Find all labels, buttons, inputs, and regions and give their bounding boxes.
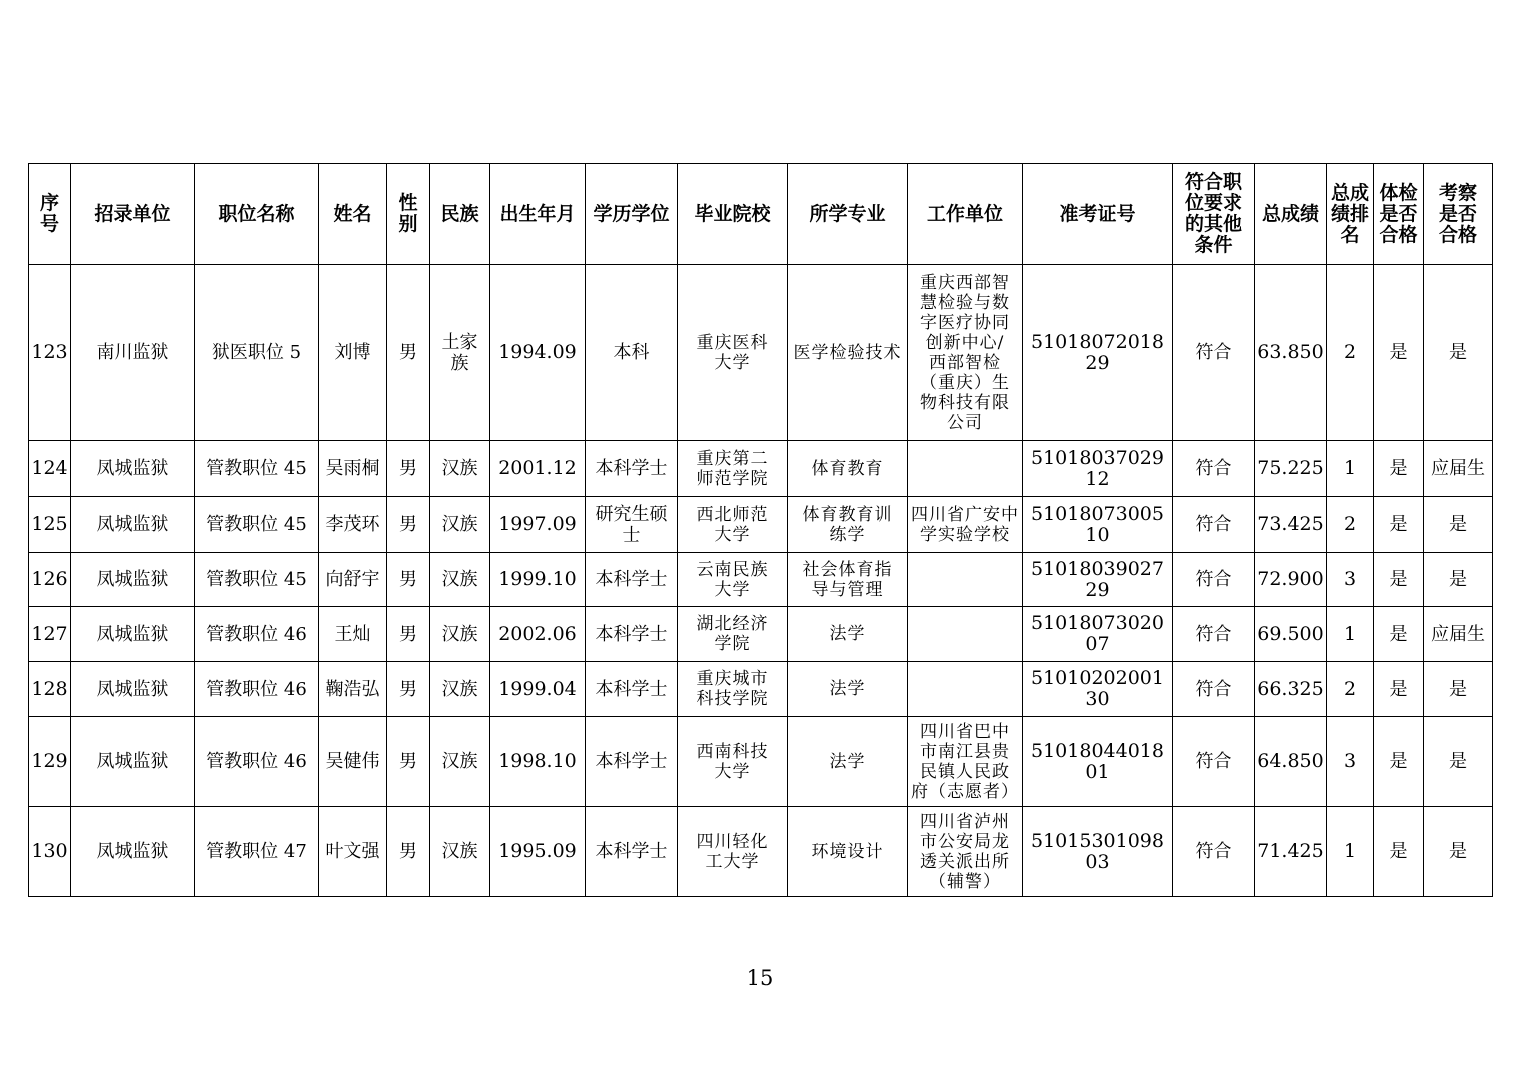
header-rank: 总成 绩排 名 xyxy=(1327,164,1374,265)
cell-birth: 1997.09 xyxy=(490,497,586,553)
cell-major: 法学 xyxy=(788,607,908,662)
table-row xyxy=(29,553,1493,607)
cell-inspection: 是 xyxy=(1424,807,1493,897)
cell-conditions: 符合 xyxy=(1173,662,1255,717)
cell-rank: 1 xyxy=(1327,607,1374,662)
cell-ethnicity: 汉族 xyxy=(430,807,490,897)
cell-unit: 凤城监狱 xyxy=(71,607,195,662)
table-row xyxy=(29,717,1493,807)
cell-birth: 1999.10 xyxy=(490,553,586,607)
cell-position: 管教职位 47 xyxy=(195,807,319,897)
cell-major: 体育教育训 练学 xyxy=(788,497,908,553)
cell-physical: 是 xyxy=(1374,441,1424,497)
cell-seq: 126 xyxy=(29,553,71,607)
cell-inspection: 是 xyxy=(1424,717,1493,807)
header-physical: 体检 是否 合格 xyxy=(1374,164,1424,265)
cell-major: 环境设计 xyxy=(788,807,908,897)
cell-score: 66.325 xyxy=(1255,662,1327,717)
cell-major: 医学检验技术 xyxy=(788,265,908,441)
cell-conditions: 符合 xyxy=(1173,553,1255,607)
header-seq: 序 号 xyxy=(29,164,71,265)
cell-education: 本科学士 xyxy=(586,717,678,807)
cell-rank: 3 xyxy=(1327,553,1374,607)
cell-rank: 2 xyxy=(1327,662,1374,717)
table-body xyxy=(29,265,1493,897)
cell-name: 吴雨桐 xyxy=(319,441,387,497)
header-name: 姓名 xyxy=(319,164,387,265)
cell-conditions: 符合 xyxy=(1173,607,1255,662)
cell-school: 重庆城市 科技学院 xyxy=(678,662,788,717)
cell-inspection: 是 xyxy=(1424,553,1493,607)
cell-ethnicity: 汉族 xyxy=(430,717,490,807)
cell-physical: 是 xyxy=(1374,662,1424,717)
cell-seq: 130 xyxy=(29,807,71,897)
cell-name: 叶文强 xyxy=(319,807,387,897)
cell-score: 69.500 xyxy=(1255,607,1327,662)
cell-education: 本科学士 xyxy=(586,607,678,662)
table-row xyxy=(29,807,1493,897)
cell-position: 管教职位 46 xyxy=(195,662,319,717)
cell-position: 管教职位 45 xyxy=(195,441,319,497)
header-ethnicity: 民族 xyxy=(430,164,490,265)
cell-seq: 124 xyxy=(29,441,71,497)
cell-physical: 是 xyxy=(1374,497,1424,553)
cell-inspection: 应届生 xyxy=(1424,607,1493,662)
cell-school: 重庆医科 大学 xyxy=(678,265,788,441)
cell-physical: 是 xyxy=(1374,807,1424,897)
cell-inspection: 是 xyxy=(1424,265,1493,441)
cell-exam-no: 5101020200130 xyxy=(1023,662,1173,717)
cell-school: 湖北经济 学院 xyxy=(678,607,788,662)
cell-major: 法学 xyxy=(788,717,908,807)
cell-score: 73.425 xyxy=(1255,497,1327,553)
cell-seq: 123 xyxy=(29,265,71,441)
cell-education: 本科学士 xyxy=(586,441,678,497)
cell-inspection: 是 xyxy=(1424,662,1493,717)
cell-unit: 凤城监狱 xyxy=(71,441,195,497)
cell-position: 管教职位 45 xyxy=(195,497,319,553)
cell-position: 管教职位 46 xyxy=(195,607,319,662)
table-row xyxy=(29,441,1493,497)
cell-education: 本科学士 xyxy=(586,662,678,717)
header-workplace: 工作单位 xyxy=(908,164,1023,265)
cell-exam-no: 5101807300510 xyxy=(1023,497,1173,553)
cell-seq: 129 xyxy=(29,717,71,807)
cell-gender: 男 xyxy=(387,441,430,497)
header-row xyxy=(29,164,1493,265)
cell-ethnicity: 汉族 xyxy=(430,662,490,717)
cell-physical: 是 xyxy=(1374,265,1424,441)
cell-rank: 2 xyxy=(1327,497,1374,553)
cell-exam-no: 5101803702912 xyxy=(1023,441,1173,497)
cell-school: 重庆第二 师范学院 xyxy=(678,441,788,497)
cell-workplace xyxy=(908,553,1023,607)
table-row xyxy=(29,497,1493,553)
cell-workplace: 重庆西部智 慧检验与数 字医疗协同 创新中心/ 西部智检 （重庆）生 物科技有限 公司 xyxy=(908,265,1023,441)
cell-education: 研究生硕士 xyxy=(586,497,678,553)
header-score: 总成绩 xyxy=(1255,164,1327,265)
cell-conditions: 符合 xyxy=(1173,807,1255,897)
cell-birth: 2001.12 xyxy=(490,441,586,497)
cell-physical: 是 xyxy=(1374,717,1424,807)
cell-name: 刘博 xyxy=(319,265,387,441)
cell-unit: 凤城监狱 xyxy=(71,717,195,807)
cell-school: 云南民族 大学 xyxy=(678,553,788,607)
cell-birth: 1994.09 xyxy=(490,265,586,441)
cell-inspection: 应届生 xyxy=(1424,441,1493,497)
cell-seq: 127 xyxy=(29,607,71,662)
header-education: 学历学位 xyxy=(586,164,678,265)
cell-rank: 3 xyxy=(1327,717,1374,807)
cell-birth: 1998.10 xyxy=(490,717,586,807)
cell-position: 管教职位 45 xyxy=(195,553,319,607)
cell-name: 向舒宇 xyxy=(319,553,387,607)
cell-gender: 男 xyxy=(387,807,430,897)
header-birth: 出生年月 xyxy=(490,164,586,265)
cell-workplace: 四川省泸州 市公安局龙 透关派出所 （辅警） xyxy=(908,807,1023,897)
cell-score: 63.850 xyxy=(1255,265,1327,441)
cell-ethnicity: 汉族 xyxy=(430,607,490,662)
cell-seq: 125 xyxy=(29,497,71,553)
cell-education: 本科学士 xyxy=(586,807,678,897)
cell-education: 本科 xyxy=(586,265,678,441)
cell-ethnicity: 汉族 xyxy=(430,553,490,607)
cell-name: 鞠浩弘 xyxy=(319,662,387,717)
cell-seq: 128 xyxy=(29,662,71,717)
cell-birth: 1995.09 xyxy=(490,807,586,897)
cell-gender: 男 xyxy=(387,717,430,807)
table-row xyxy=(29,265,1493,441)
cell-major: 体育教育 xyxy=(788,441,908,497)
cell-exam-no: 5101807201829 xyxy=(1023,265,1173,441)
cell-name: 吴健伟 xyxy=(319,717,387,807)
cell-workplace: 四川省广安中 学实验学校 xyxy=(908,497,1023,553)
cell-workplace xyxy=(908,662,1023,717)
header-school: 毕业院校 xyxy=(678,164,788,265)
cell-workplace: 四川省巴中 市南江县贵 民镇人民政 府（志愿者） xyxy=(908,717,1023,807)
header-position: 职位名称 xyxy=(195,164,319,265)
cell-gender: 男 xyxy=(387,662,430,717)
cell-conditions: 符合 xyxy=(1173,265,1255,441)
page-number: 15 xyxy=(746,966,774,990)
cell-gender: 男 xyxy=(387,607,430,662)
cell-birth: 2002.06 xyxy=(490,607,586,662)
cell-conditions: 符合 xyxy=(1173,717,1255,807)
cell-school: 四川轻化 工大学 xyxy=(678,807,788,897)
cell-unit: 凤城监狱 xyxy=(71,662,195,717)
cell-rank: 1 xyxy=(1327,441,1374,497)
cell-score: 71.425 xyxy=(1255,807,1327,897)
header-unit: 招录单位 xyxy=(71,164,195,265)
cell-education: 本科学士 xyxy=(586,553,678,607)
header-gender: 性 别 xyxy=(387,164,430,265)
cell-school: 西北师范 大学 xyxy=(678,497,788,553)
cell-inspection: 是 xyxy=(1424,497,1493,553)
cell-score: 75.225 xyxy=(1255,441,1327,497)
cell-name: 李茂环 xyxy=(319,497,387,553)
header-exam-no: 准考证号 xyxy=(1023,164,1173,265)
cell-position: 狱医职位 5 xyxy=(195,265,319,441)
cell-school: 西南科技 大学 xyxy=(678,717,788,807)
cell-exam-no: 5101807302007 xyxy=(1023,607,1173,662)
cell-workplace xyxy=(908,607,1023,662)
header-inspection: 考察 是否 合格 xyxy=(1424,164,1493,265)
cell-ethnicity: 汉族 xyxy=(430,497,490,553)
cell-score: 72.900 xyxy=(1255,553,1327,607)
header-major: 所学专业 xyxy=(788,164,908,265)
cell-exam-no: 5101803902729 xyxy=(1023,553,1173,607)
cell-ethnicity: 汉族 xyxy=(430,441,490,497)
cell-unit: 凤城监狱 xyxy=(71,497,195,553)
cell-score: 64.850 xyxy=(1255,717,1327,807)
cell-unit: 南川监狱 xyxy=(71,265,195,441)
cell-major: 法学 xyxy=(788,662,908,717)
cell-gender: 男 xyxy=(387,553,430,607)
cell-major: 社会体育指 导与管理 xyxy=(788,553,908,607)
cell-physical: 是 xyxy=(1374,553,1424,607)
candidate-table xyxy=(28,163,1493,897)
cell-conditions: 符合 xyxy=(1173,441,1255,497)
table-row xyxy=(29,662,1493,717)
cell-physical: 是 xyxy=(1374,607,1424,662)
cell-rank: 1 xyxy=(1327,807,1374,897)
cell-ethnicity: 土家 族 xyxy=(430,265,490,441)
cell-exam-no: 5101530109803 xyxy=(1023,807,1173,897)
cell-unit: 凤城监狱 xyxy=(71,807,195,897)
cell-position: 管教职位 46 xyxy=(195,717,319,807)
cell-birth: 1999.04 xyxy=(490,662,586,717)
cell-gender: 男 xyxy=(387,265,430,441)
cell-rank: 2 xyxy=(1327,265,1374,441)
header-conditions: 符合职 位要求 的其他 条件 xyxy=(1173,164,1255,265)
table-row xyxy=(29,607,1493,662)
cell-unit: 凤城监狱 xyxy=(71,553,195,607)
cell-workplace xyxy=(908,441,1023,497)
cell-name: 王灿 xyxy=(319,607,387,662)
cell-conditions: 符合 xyxy=(1173,497,1255,553)
cell-gender: 男 xyxy=(387,497,430,553)
cell-exam-no: 5101804401801 xyxy=(1023,717,1173,807)
